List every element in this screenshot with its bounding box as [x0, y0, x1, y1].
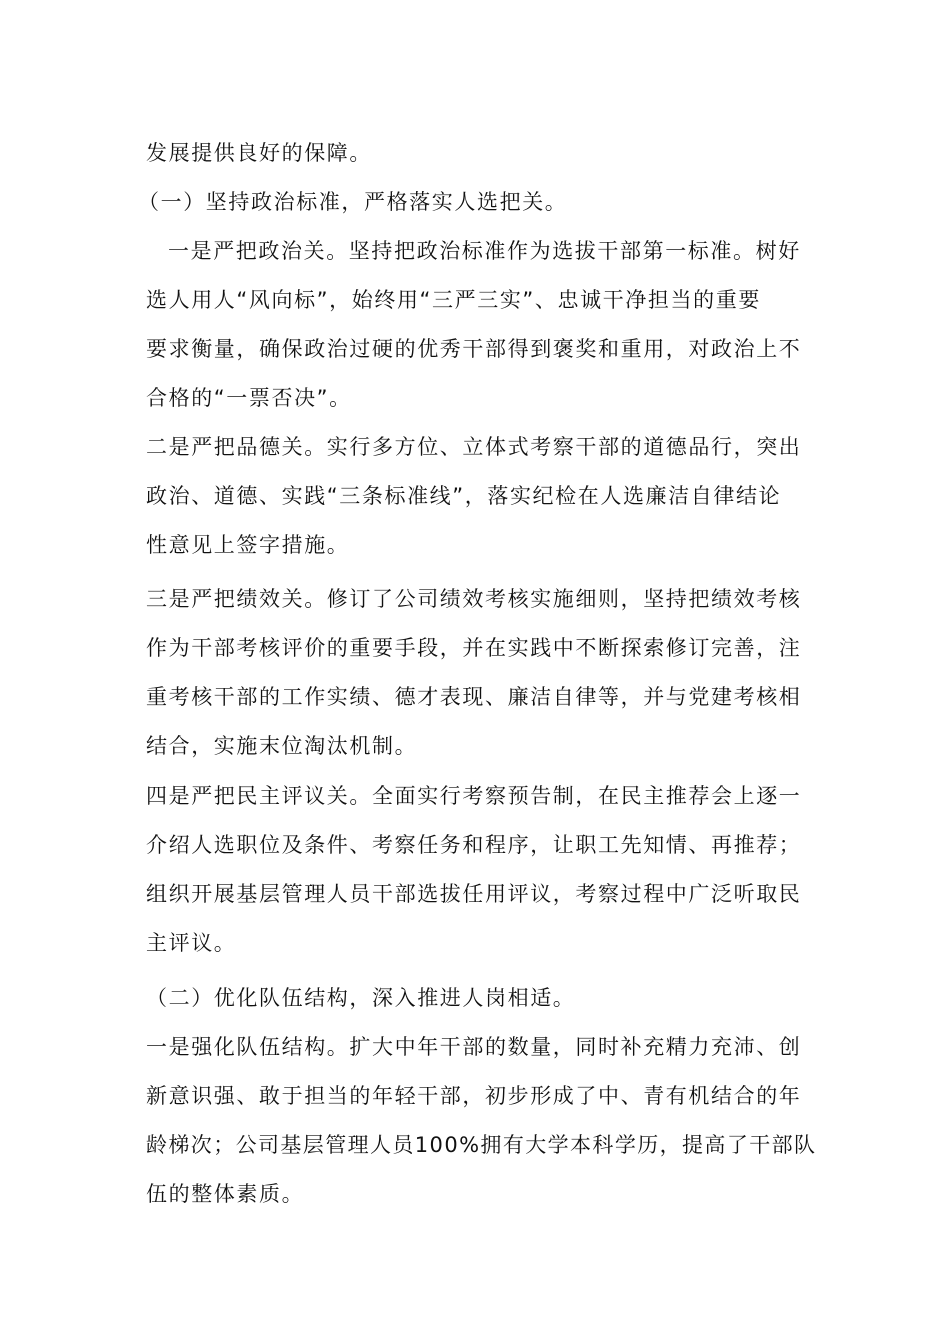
- text-line: 选人用人“风向标”，始终用“三严三实”、忠诚干净担当的重要: [146, 288, 761, 312]
- text-line: 一是强化队伍结构。扩大中年干部的数量，同时补充精力充沛、创: [146, 1035, 802, 1059]
- text-line: 伍的整体素质。: [146, 1182, 305, 1206]
- text-line: 发展提供良好的保障。: [146, 141, 372, 165]
- section-heading: （二）优化队伍结构，深入推进人岗相适。: [146, 986, 576, 1010]
- text-line: 一是严把政治关。坚持把政治标准作为选拔干部第一标准。树好: [168, 239, 801, 263]
- text-line: 结合，实施末位淘汰机制。: [146, 734, 418, 758]
- text-line: 合格的“一票否决”。: [146, 386, 352, 410]
- text-line: 三是严把绩效关。修订了公司绩效考核实施细则，坚持把绩效考核: [146, 587, 802, 611]
- text-line: 政治、道德、实践“三条标准线”，落实纪检在人选廉洁自律结论: [146, 484, 782, 508]
- text-line: 重考核干部的工作实绩、德才表现、廉洁自律等，并与党建考核相: [146, 685, 802, 709]
- text-line: 新意识强、敢于担当的年轻干部，初步形成了中、青有机结合的年: [146, 1084, 802, 1108]
- text-line: 龄梯次；公司基层管理人员100%拥有大学本科学历，提高了干部队: [146, 1133, 817, 1157]
- text-line: 性意见上签字措施。: [146, 533, 350, 557]
- text-line: 四是严把民主评议关。全面实行考察预告制，在民主推荐会上逐一: [146, 784, 802, 808]
- section-heading: （一）坚持政治标准，严格落实人选把关。: [138, 190, 568, 214]
- text-line: 组织开展基层管理人员干部选拔任用评议，考察过程中广泛听取民: [146, 882, 802, 906]
- text-line: 作为干部考核评价的重要手段，并在实践中不断探索修订完善，注: [146, 636, 802, 660]
- text-line: 二是严把品德关。实行多方位、立体式考察干部的道德品行，突出: [146, 435, 802, 459]
- text-line: 要求衡量，确保政治过硬的优秀干部得到褒奖和重用，对政治上不: [146, 337, 802, 361]
- text-line: 主评议。: [146, 931, 237, 955]
- text-line: 介绍人选职位及条件、考察任务和程序，让职工先知情、再推荐；: [146, 833, 802, 857]
